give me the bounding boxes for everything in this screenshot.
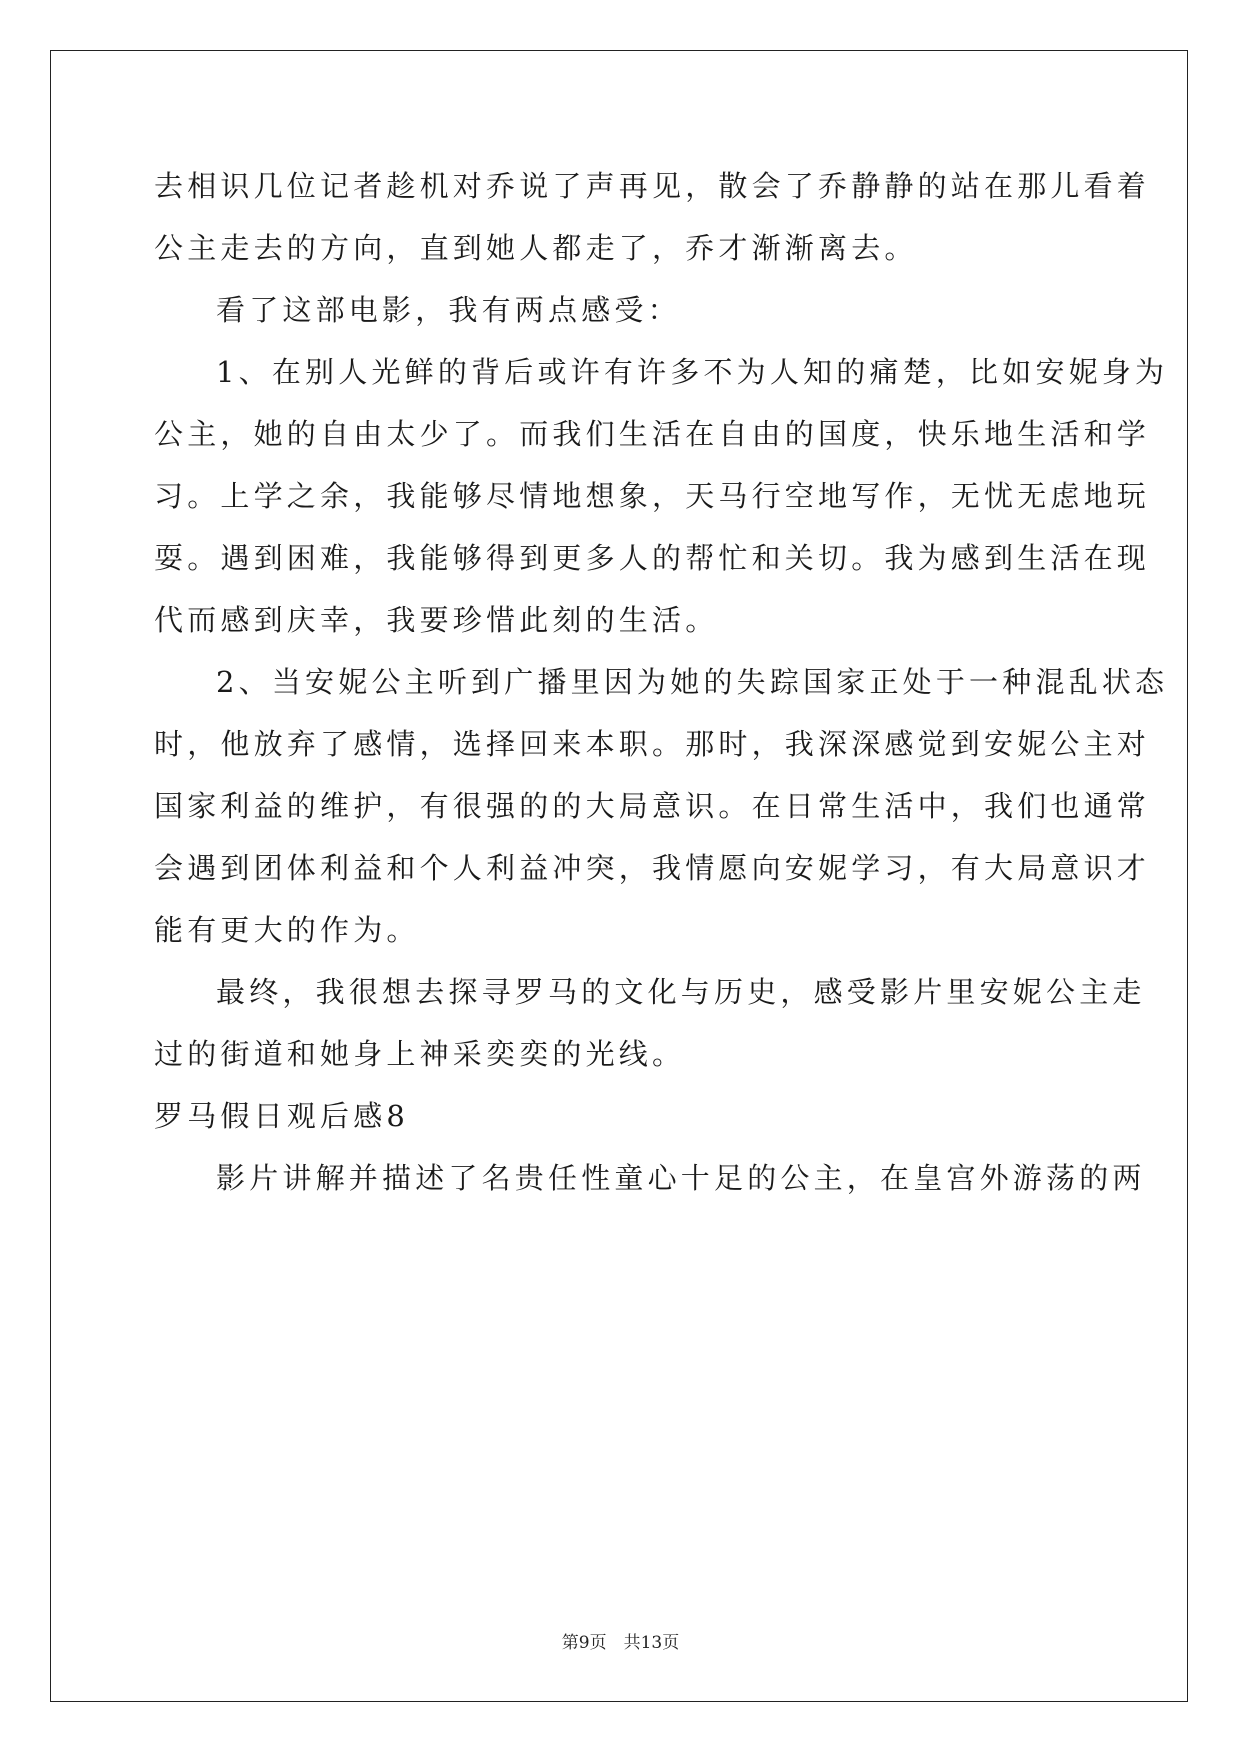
paragraph-start: 1、在别人光鲜的背后或许有许多不为人知的痛楚，比如安妮身为 <box>216 355 1169 389</box>
text-line: 会遇到团体利益和个人利益冲突，我情愿向安妮学习，有大局意识才 <box>154 851 1151 885</box>
document-body <box>154 155 1169 1209</box>
paragraph-start: 看了这部电影，我有两点感受： <box>216 293 681 327</box>
text-line: 时，他放弃了感情，选择回来本职。那时，我深深感觉到安妮公主对 <box>154 727 1151 761</box>
paragraph-start: 影片讲解并描述了名贵任性童心十足的公主，在皇宫外游荡的两 <box>216 1161 1146 1195</box>
paragraph-start: 2、当安妮公主听到广播里因为她的失踪国家正处于一种混乱状态 <box>216 665 1169 699</box>
text-line: 能有更大的作为。 <box>154 913 420 947</box>
text-line: 国家利益的维护，有很强的的大局意识。在日常生活中，我们也通常 <box>154 789 1151 823</box>
text-line: 代而感到庆幸，我要珍惜此刻的生活。 <box>154 603 719 637</box>
text-line: 公主走去的方向，直到她人都走了，乔才渐渐离去。 <box>154 231 918 265</box>
text-line: 习。上学之余，我能够尽情地想象，天马行空地写作，无忧无虑地玩 <box>154 479 1151 513</box>
page-footer: 第9页 共13页 <box>561 1633 680 1653</box>
text-line: 去相识几位记者趁机对乔说了声再见，散会了乔静静的站在那儿看着 <box>154 169 1151 203</box>
paragraph-start: 最终，我很想去探寻罗马的文化与历史，感受影片里安妮公主走 <box>216 975 1146 1009</box>
text-line: 过的街道和她身上神采奕奕的光线。 <box>154 1037 686 1071</box>
section-heading: 罗马假日观后感8 <box>154 1099 410 1133</box>
text-line: 公主，她的自由太少了。而我们生活在自由的国度，快乐地生活和学 <box>154 417 1151 451</box>
text-line: 耍。遇到困难，我能够得到更多人的帮忙和关切。我为感到生活在现 <box>154 541 1151 575</box>
